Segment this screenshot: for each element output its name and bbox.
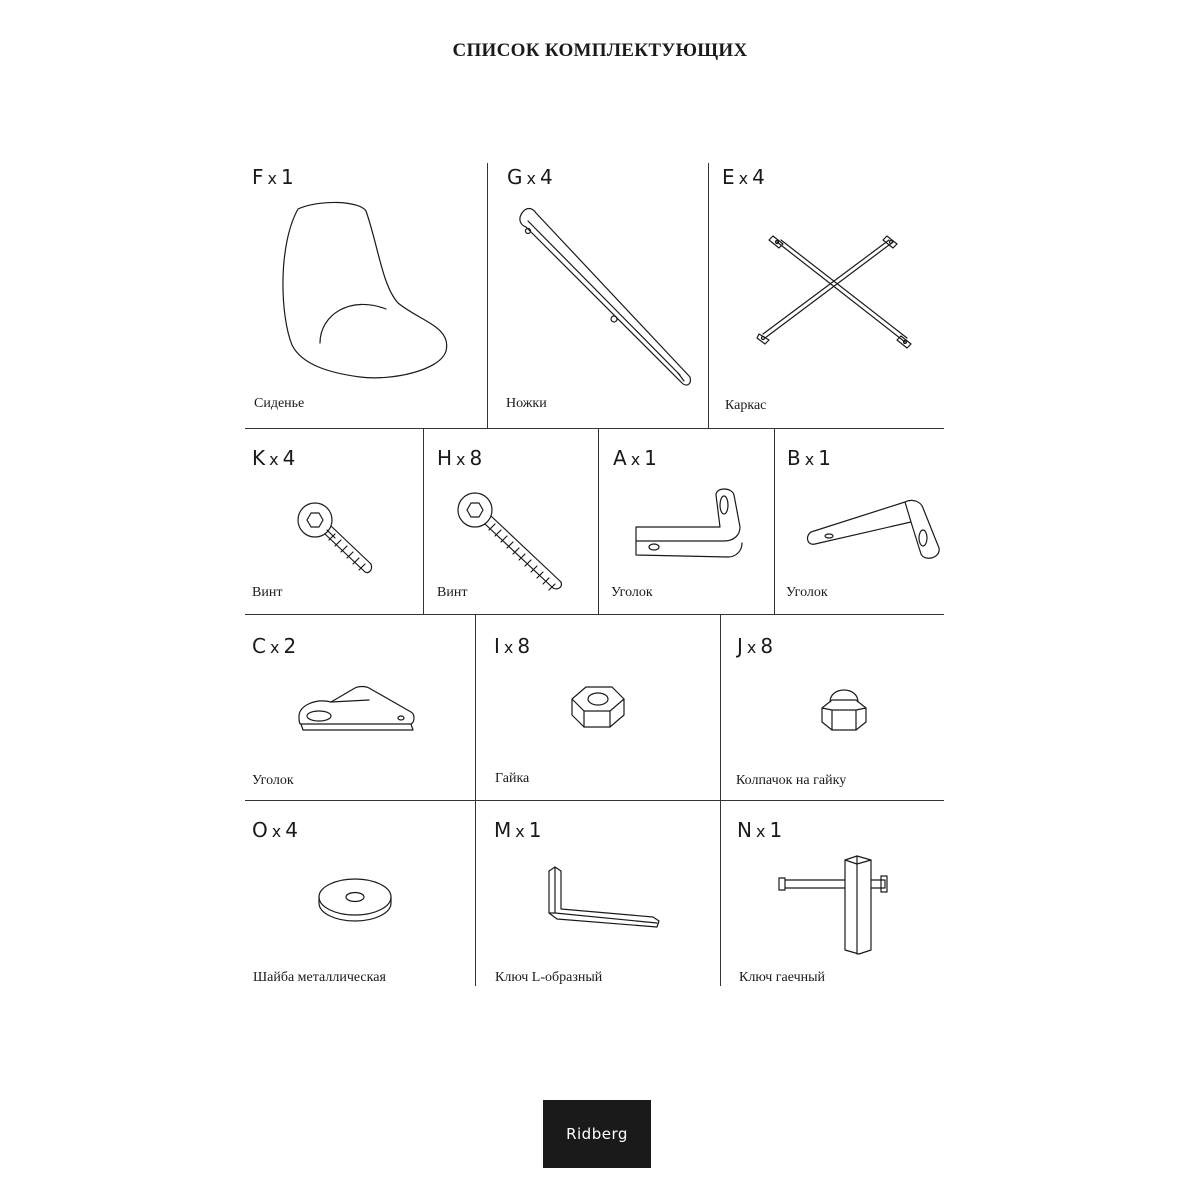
divider xyxy=(708,163,709,428)
part-name-a: Уголок xyxy=(611,585,653,600)
times-sign: x xyxy=(515,822,525,841)
part-qty: 1 xyxy=(818,446,831,470)
part-letter: J xyxy=(737,634,743,658)
part-code-j xyxy=(737,634,773,658)
times-sign: x xyxy=(755,822,766,841)
times-sign: x xyxy=(526,169,536,188)
times-sign: x xyxy=(267,169,277,188)
part-code-g xyxy=(507,165,553,189)
times-sign: x xyxy=(630,450,641,469)
times-sign: x xyxy=(269,638,280,657)
times-sign: x xyxy=(738,169,749,188)
divider xyxy=(245,614,944,615)
socket-wrench-icon xyxy=(775,850,895,960)
bracket-a-icon xyxy=(630,485,745,565)
brand-logo xyxy=(543,1100,651,1168)
part-name-m: Ключ L-образный xyxy=(495,970,603,985)
cap-nut-icon xyxy=(818,678,870,738)
part-name-k: Винт xyxy=(252,585,283,600)
page-title: СПИСОК КОМПЛЕКТУЮЩИХ xyxy=(452,40,748,61)
part-code-c xyxy=(252,634,296,658)
times-sign: x xyxy=(271,822,282,841)
divider xyxy=(423,428,424,614)
part-qty: 8 xyxy=(517,634,531,658)
times-sign: x xyxy=(804,450,815,469)
part-name-i: Гайка xyxy=(495,771,530,786)
part-qty: 8 xyxy=(760,634,774,658)
divider xyxy=(245,800,944,801)
part-qty: 4 xyxy=(752,165,765,189)
part-name-o: Шайба металлическая xyxy=(253,970,386,985)
part-letter: I xyxy=(494,634,500,658)
part-letter: O xyxy=(252,818,268,842)
part-letter: F xyxy=(252,165,264,189)
part-code-k xyxy=(252,446,295,470)
part-code-e xyxy=(722,165,765,189)
part-letter: H xyxy=(437,446,453,470)
part-name-b: Уголок xyxy=(786,585,828,600)
divider xyxy=(598,428,599,614)
times-sign: x xyxy=(269,450,279,469)
part-code-h xyxy=(437,446,482,470)
divider xyxy=(487,163,488,428)
part-code-b xyxy=(787,446,831,470)
l-key-icon xyxy=(545,865,665,935)
part-letter: C xyxy=(252,634,266,658)
part-code-m xyxy=(494,818,541,842)
frame-cross-icon xyxy=(755,230,915,355)
divider xyxy=(774,428,775,614)
part-qty: 1 xyxy=(280,165,294,189)
part-letter: N xyxy=(737,818,752,842)
part-letter: B xyxy=(787,446,801,470)
part-qty: 2 xyxy=(283,634,297,658)
part-qty: 4 xyxy=(285,818,298,842)
part-letter: M xyxy=(494,818,512,842)
part-name-e: Каркас xyxy=(725,398,767,413)
part-code-f xyxy=(252,165,294,189)
part-name-n: Ключ гаечный xyxy=(739,970,826,985)
part-code-a xyxy=(613,446,657,470)
part-code-o xyxy=(252,818,298,842)
part-code-i xyxy=(494,634,530,658)
part-name-c: Уголок xyxy=(252,773,294,788)
seat-icon xyxy=(270,195,460,385)
part-letter: E xyxy=(722,165,735,189)
part-name-h: Винт xyxy=(437,585,468,600)
part-letter: K xyxy=(252,446,266,470)
part-qty: 4 xyxy=(539,165,553,189)
times-sign: x xyxy=(503,638,514,657)
part-qty: 1 xyxy=(644,446,657,470)
part-qty: 8 xyxy=(469,446,483,470)
leg-icon xyxy=(510,205,700,390)
part-letter: G xyxy=(507,165,523,189)
part-letter: A xyxy=(613,446,627,470)
bracket-c-icon xyxy=(295,682,420,737)
times-sign: x xyxy=(456,450,466,469)
part-code-n xyxy=(737,818,782,842)
short-screw-icon xyxy=(295,500,380,580)
part-qty: 1 xyxy=(769,818,783,842)
divider xyxy=(245,428,944,429)
part-name-f: Сиденье xyxy=(254,396,305,411)
part-name-j: Колпачок на гайку xyxy=(736,773,847,788)
long-screw-icon xyxy=(455,490,570,595)
brand-name: Ridberg xyxy=(566,1125,628,1143)
washer-icon xyxy=(315,875,395,925)
hex-nut-icon xyxy=(568,683,628,735)
part-qty: 1 xyxy=(528,818,542,842)
bracket-b-icon xyxy=(805,492,950,567)
part-name-g: Ножки xyxy=(506,396,547,411)
times-sign: x xyxy=(746,638,757,657)
part-qty: 4 xyxy=(282,446,296,470)
